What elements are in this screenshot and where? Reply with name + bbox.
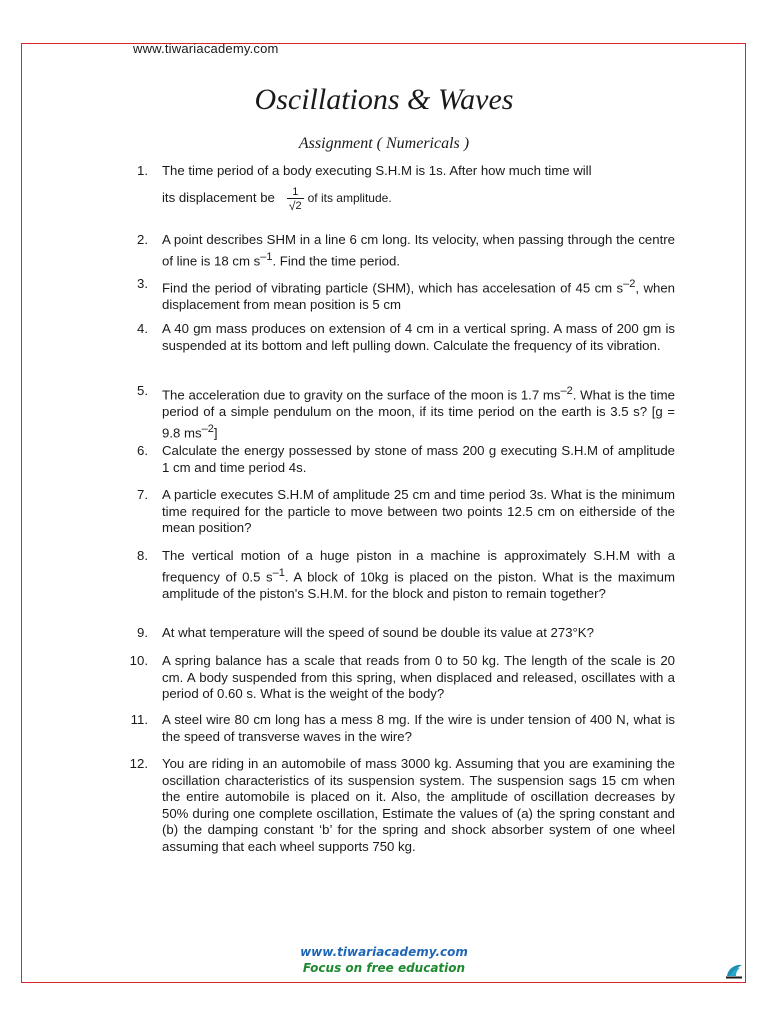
question-text: A spring balance has a scale that reads from 0 to 50 kg. The length of the scale is 20 cm. A body suspended from this spring, when displaced and released, oscillates with a period of 0.60 s. What is the weight of the body? [162, 653, 675, 702]
question-number: 3. [137, 276, 148, 291]
tiwari-academy-logo-icon [724, 962, 744, 980]
question-1 [118, 163, 675, 212]
fraction-one-over-root-two [287, 186, 304, 212]
page-footer [0, 944, 768, 976]
question-text-suffix: of its amplitude. [307, 191, 392, 206]
question-number: 11. [130, 712, 148, 727]
footer-tagline: Focus on free education [302, 961, 466, 975]
question-number: 9. [137, 625, 148, 640]
question-text: A 40 gm mass produces on extension of 4 cm in a vertical spring. A mass of 200 gm is suspended at its bottom and left pulling down. Calculate the frequency of its vibration. [162, 321, 675, 353]
question-4 [118, 321, 675, 354]
question-text: The time period of a body executing S.H.M is 1s. After how much time will [162, 163, 592, 178]
question-number: 7. [137, 487, 148, 502]
question-3 [118, 276, 675, 314]
question-text: A point describes SHM in a line 6 cm long. Its velocity, when passing through the centre of line is 18 cm $s^{-1}$. Find the time period. [162, 232, 675, 268]
question-number: 2. [137, 232, 148, 247]
question-7 [118, 487, 675, 537]
header-site-url[interactable]: www.tiwariacademy.com [133, 41, 279, 56]
fraction-numerator: 1 [292, 185, 299, 198]
question-number: 10. [129, 653, 148, 668]
question-text: You are riding in an automobile of mass 3000 kg. Assuming that you are examining the oscillation characteristics of its suspension system. The suspension sags 15 cm when the entire automobile is placed on it. Also, the amplitude of oscillation decreases by 50% during one complete oscillation, Estimate the values of (a) the spring constant and (b) the damping constant ‘b’ for the spring and shock absorber system of one wheel assuming that each wheel supports 750 kg. [162, 756, 675, 854]
question-text: Find the period of vibrating particle (SHM), which has accelesation of 45 cm $s^{-2}$, when displacement from mean position is 5 cm [162, 278, 676, 312]
question-2 [118, 232, 675, 270]
question-number: 8. [137, 548, 148, 563]
question-number: 4. [137, 321, 148, 336]
question-text: At what temperature will the speed of sound be double its value at 273°K? [162, 625, 594, 640]
question-number: 5. [137, 383, 148, 398]
question-11 [118, 712, 675, 745]
question-10 [118, 653, 675, 703]
question-text: A particle executes S.H.M of amplitude 25 cm and time period 3s. What is the minimum time required for the particle to move between two points 12.5 cm on eitherside of the mean position? [162, 487, 675, 536]
question-number: 6. [137, 443, 148, 458]
fraction-denominator: 2 [295, 199, 302, 212]
question-9 [118, 625, 675, 642]
question-8 [118, 548, 675, 602]
question-text: The vertical motion of a huge piston in a machine is approximately S.H.M with a frequency of 0.5 $s^{-1}$. A block of 10kg is placed on the piston. What is the maximum amplitude of the piston's S.H.M. for the block and piston to remain together? [162, 548, 675, 601]
page-subtitle: Assignment ( Numericals ) [298, 135, 470, 152]
question-6 [118, 443, 675, 476]
question-text-prefix: its displacement be [162, 190, 275, 206]
question-text: The acceleration due to gravity on the surface of the moon is 1.7 $ms^{-2}$. What is the time period of a simple pendulum on the moon, if its time period on the earth is 3.5 s? [g = 9.8 $ms^{-2}$] [162, 385, 676, 440]
footer-site-link[interactable]: www.tiwariacademy.com [300, 945, 468, 959]
question-text: A steel wire 80 cm long has a mess 8 mg. If the wire is under tension of 400 N, what is the speed of transverse waves in the wire? [162, 712, 675, 744]
square-root-icon: √ [288, 198, 296, 213]
question-number: 1. [137, 163, 148, 178]
question-text: Calculate the energy possessed by stone of mass 200 g executing S.H.M of amplitude 1 cm and time period 4s. [162, 443, 675, 475]
page-title: Oscillations & Waves [254, 83, 514, 116]
question-12 [118, 756, 675, 856]
question-number: 12. [129, 756, 148, 771]
question-5 [118, 383, 675, 442]
